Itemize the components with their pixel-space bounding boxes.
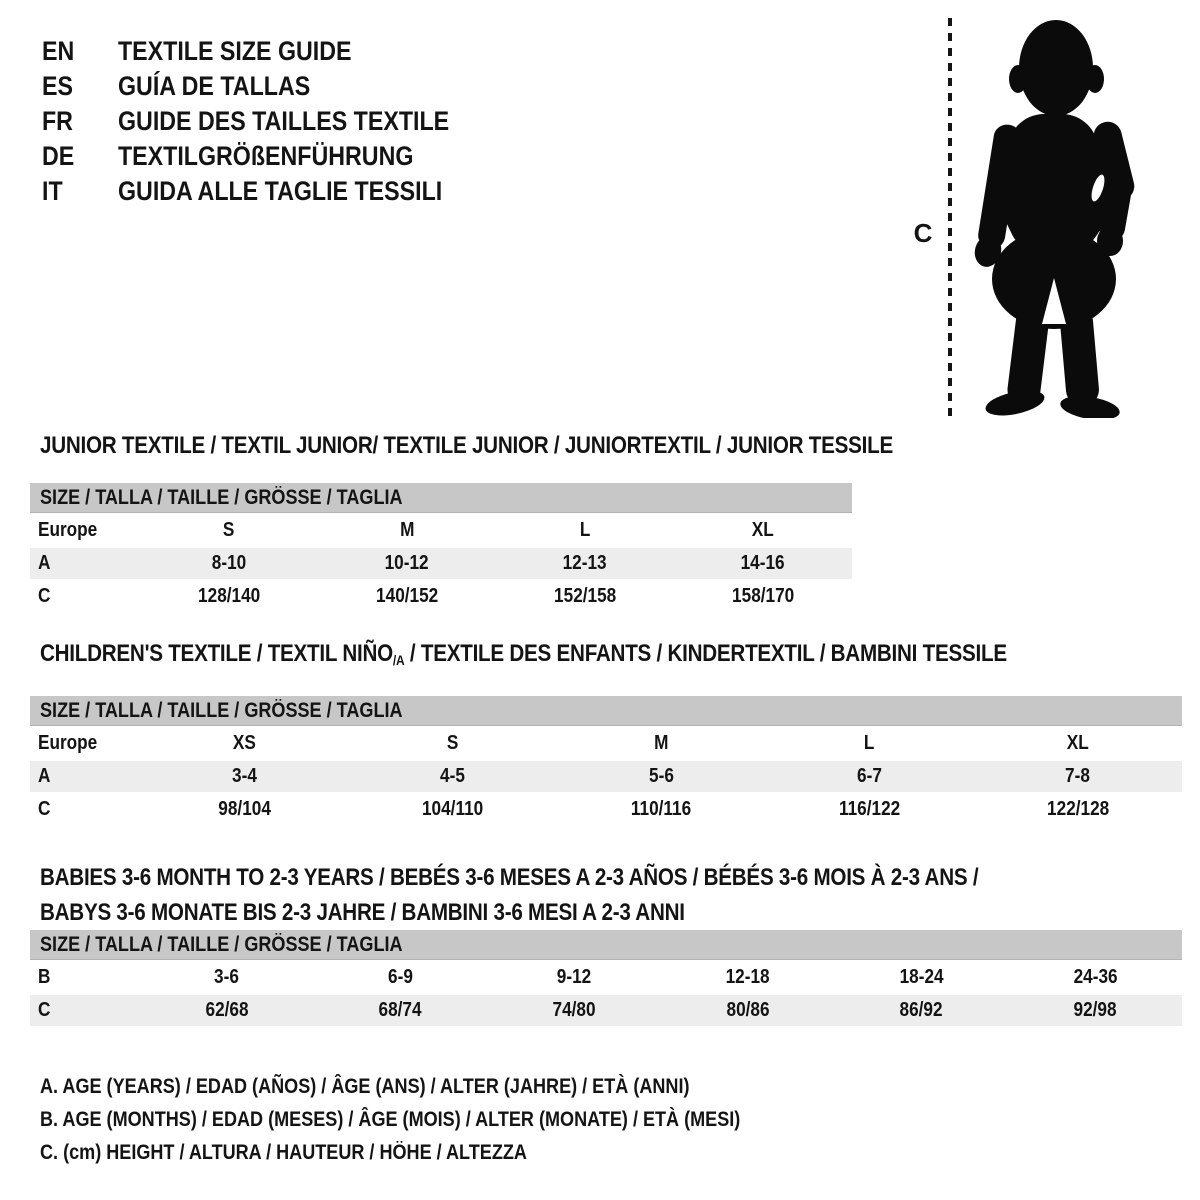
table-row <box>30 761 1182 792</box>
value-cell: XS <box>232 732 256 754</box>
value-cell: 7-8 <box>1065 765 1091 787</box>
value-cell: 10-12 <box>385 552 429 574</box>
section-title-line2: BABYS 3-6 MONATE BIS 2-3 JAHRE / BAMBINI 3-6 MESI A 2-3 ANNI <box>40 899 685 926</box>
footnote-line-a: A. AGE (YEARS) / EDAD (AÑOS) / ÂGE (ANS) / ALTER (JAHRE) / ETÀ (ANNI) <box>40 1074 690 1098</box>
value-cell: 24-36 <box>1073 966 1118 988</box>
section-title: CHILDREN'S TEXTILE / TEXTIL $NIÑO_{/A}$ / TEXTILE DES ENFANTS / KINDERTEXTIL / BAMBINI TESSILE <box>40 640 1007 668</box>
value-cell: S <box>446 732 459 754</box>
value-cell: XL <box>752 519 774 541</box>
section-title-line1: BABIES 3-6 MONTH TO 2-3 YEARS / BEBÉS 3-6 MESES A 2-3 AÑOS / BÉBÉS 3-6 MOIS À 2-3 ANS / <box>40 864 979 891</box>
value-cell: 158/170 <box>731 585 795 607</box>
value-cell: 110/116 <box>630 798 692 820</box>
table-row <box>30 581 852 612</box>
row-label-cell: C <box>38 798 51 820</box>
language-title: GUIDE DES TAILLES TEXTILE <box>118 106 450 136</box>
value-cell: 4-5 <box>440 765 466 787</box>
footnote-line-b: B. AGE (MONTHS) / EDAD (MESES) / ÂGE (MOIS) / ALTER (MONATE) / ETÀ (MESI) <box>40 1107 741 1131</box>
value-cell: 9-12 <box>556 966 592 988</box>
value-cell: 92/98 <box>1073 999 1117 1021</box>
value-cell: XL <box>1066 732 1089 754</box>
language-row <box>42 104 503 139</box>
value-cell: 3-4 <box>231 765 257 787</box>
value-cell: 104/110 <box>421 798 484 820</box>
value-cell: 128/140 <box>197 585 261 607</box>
section-title: JUNIOR TEXTILE / TEXTIL JUNIOR/ TEXTILE JUNIOR / JUNIORTEXTIL / JUNIOR TESSILE <box>40 432 893 459</box>
value-cell: 116/122 <box>838 798 901 820</box>
language-title-block <box>42 34 503 209</box>
section-junior-textile <box>30 432 893 612</box>
size-table-children <box>30 696 1182 825</box>
value-cell: 122/128 <box>1046 798 1109 820</box>
value-cell: 12-18 <box>725 966 770 988</box>
value-cell: 74/80 <box>552 999 596 1021</box>
value-cell: 5-6 <box>648 765 674 787</box>
value-cell: 12-13 <box>563 552 607 574</box>
height-dashed-line <box>948 18 952 416</box>
value-cell: 18-24 <box>899 966 944 988</box>
value-cell: S <box>223 519 235 541</box>
table-row <box>30 515 852 546</box>
value-cell: M <box>399 519 415 541</box>
value-cell: 6-9 <box>388 966 413 988</box>
row-label-cell: B <box>38 966 51 988</box>
row-label-cell: Europe <box>38 519 98 541</box>
value-cell: 80/86 <box>726 999 770 1021</box>
table-row <box>30 548 852 579</box>
value-cell: 8-10 <box>211 552 247 574</box>
language-code: DE <box>42 141 75 171</box>
size-table-babies <box>30 930 1182 1026</box>
language-row <box>42 34 503 69</box>
table-row <box>30 794 1182 825</box>
row-label-cell: C <box>38 999 51 1021</box>
language-row <box>42 69 503 104</box>
table-row <box>30 728 1182 759</box>
value-cell: 68/74 <box>378 999 423 1021</box>
language-title: TEXTILE SIZE GUIDE <box>118 36 352 66</box>
value-cell: 62/68 <box>205 999 249 1021</box>
value-cell: 6-7 <box>856 765 882 787</box>
size-table-header: SIZE / TALLA / TAILLE / GRÖSSE / TAGLIA <box>30 483 852 513</box>
value-cell: L <box>864 732 875 754</box>
language-row <box>42 174 503 209</box>
language-code: EN <box>42 36 75 66</box>
section-babies-textile <box>30 860 1182 1026</box>
value-cell: L <box>579 519 591 541</box>
row-label-cell: A <box>38 552 51 574</box>
value-cell: 152/158 <box>553 585 617 607</box>
value-cell: 14-16 <box>741 552 785 574</box>
language-code: ES <box>42 71 73 101</box>
language-row <box>42 139 503 174</box>
table-row <box>30 962 1182 993</box>
footnote-line-c: C. (cm) HEIGHT / ALTURA / HAUTEUR / HÖHE / ALTEZZA <box>40 1140 527 1164</box>
title-subscript: /A <box>392 652 405 668</box>
footnotes <box>40 1070 854 1169</box>
row-label-cell: Europe <box>38 732 98 754</box>
language-title: GUÍA DE TALLAS <box>118 71 311 101</box>
value-cell: 140/152 <box>375 585 439 607</box>
size-table-header: SIZE / TALLA / TAILLE / GRÖSSE / TAGLIA <box>30 930 1182 960</box>
table-row <box>30 995 1182 1026</box>
size-table-header: SIZE / TALLA / TAILLE / GRÖSSE / TAGLIA <box>30 696 1182 726</box>
section-children-textile <box>30 642 1182 825</box>
row-label-cell: C <box>38 585 51 607</box>
size-table-junior <box>30 483 852 612</box>
language-title: GUIDA ALLE TAGLIE TESSILI <box>118 176 443 206</box>
height-measure-label: C <box>913 218 933 248</box>
value-cell: 86/92 <box>899 999 944 1021</box>
language-title: TEXTILGRÖßENFÜHRUNG <box>118 141 414 171</box>
value-cell: M <box>653 732 669 754</box>
baby-silhouette-icon <box>960 16 1140 418</box>
row-label-cell: A <box>38 765 51 787</box>
value-cell: 3-6 <box>214 966 240 988</box>
language-code: IT <box>42 176 63 206</box>
language-code: FR <box>42 106 73 136</box>
value-cell: 98/104 <box>217 798 271 820</box>
